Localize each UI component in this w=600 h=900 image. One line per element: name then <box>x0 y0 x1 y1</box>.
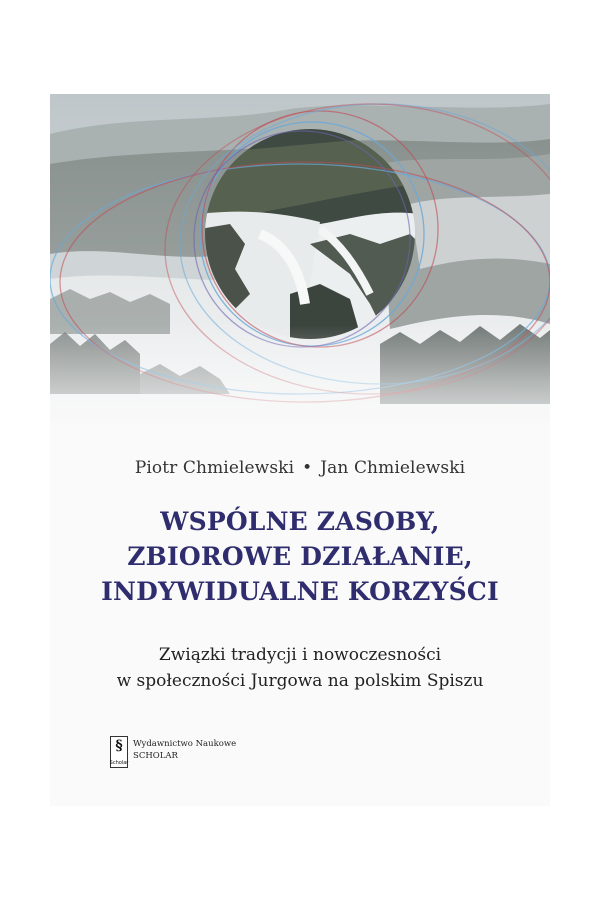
section-sign-icon: § <box>115 738 123 754</box>
author-2: Jan Chmielewski <box>320 458 466 478</box>
authors-line <box>50 458 550 478</box>
subtitle-line-2: w społeczności Jurgowa na polskim Spiszu <box>116 671 484 691</box>
title-line-2: ZBIOROWE DZIAŁANIE, <box>127 542 473 571</box>
author-1: Piotr Chmielewski <box>134 458 295 478</box>
book-title <box>50 504 550 609</box>
publisher-name-line-1: Wydawnictwo Naukowe <box>133 739 237 749</box>
cover-photo <box>50 94 550 424</box>
title-line-3: INDYWIDUALNE KORZYŚCI <box>101 577 499 606</box>
title-line-1: WSPÓLNE ZASOBY, <box>160 507 440 536</box>
author-separator: • <box>302 458 313 478</box>
subtitle-line-1: Związki tradycji i nowoczesności <box>158 645 442 665</box>
publisher-logo-text: Scholar <box>109 760 129 766</box>
book-subtitle <box>50 642 550 694</box>
publisher-logo <box>110 736 128 768</box>
publisher-block <box>110 736 236 768</box>
book-cover <box>50 94 550 806</box>
publisher-name-line-2: SCHOLAR <box>133 751 178 761</box>
publisher-name <box>133 736 236 762</box>
